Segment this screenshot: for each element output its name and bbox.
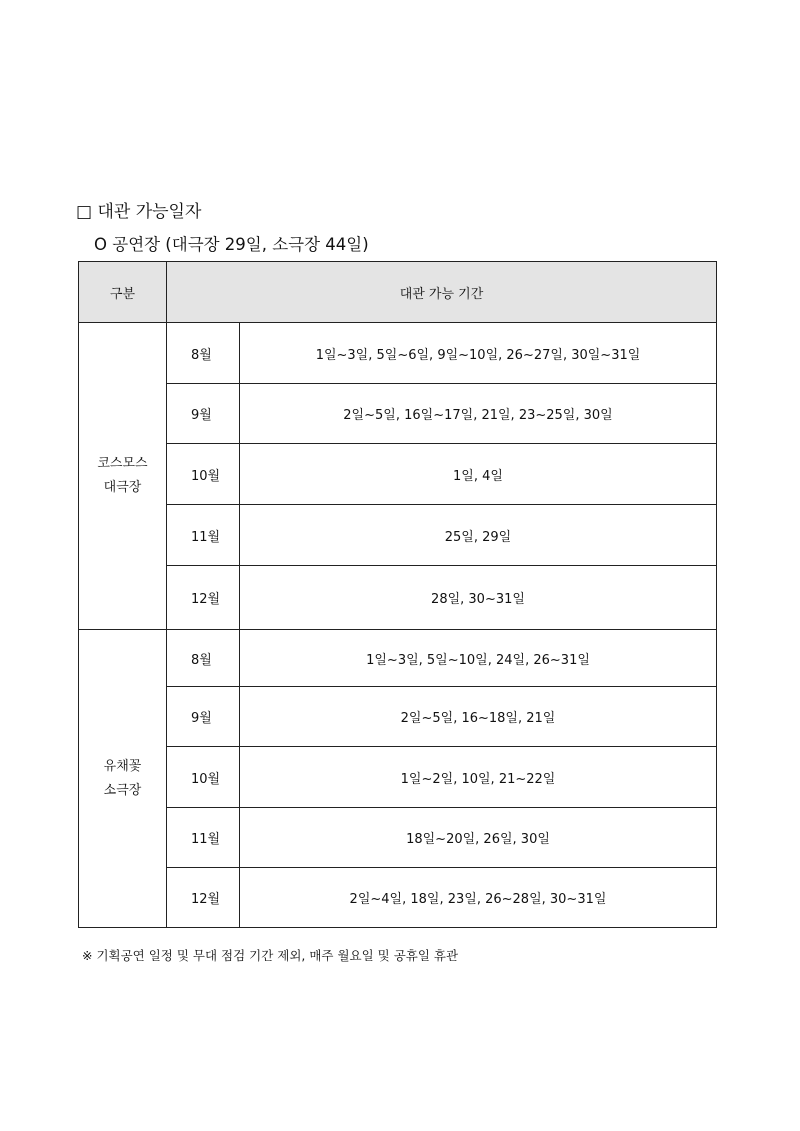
- footnote: ※ 기획공연 일정 및 무대 점검 기간 제외, 매주 월요일 및 공휴일 휴관: [82, 948, 459, 963]
- dates-cell: 18일~20일, 26일, 30일: [240, 808, 717, 868]
- dates-cell: 2일~4일, 18일, 23일, 26~28일, 30~31일: [240, 868, 717, 928]
- header-period: 대관 가능 기간: [167, 262, 717, 323]
- month-cell: 11월: [167, 808, 240, 868]
- subsection-heading: [94, 233, 369, 257]
- venue-cell-grand-theater: [79, 323, 167, 630]
- dates-cell: 2일~5일, 16일~17일, 21일, 23~25일, 30일: [240, 384, 717, 444]
- header-category: 구분: [79, 262, 167, 323]
- dates-cell: 1일, 4일: [240, 444, 717, 505]
- venue-cell-small-theater: [79, 630, 167, 928]
- dates-cell: 2일~5일, 16~18일, 21일: [240, 687, 717, 747]
- month-cell: 9월: [167, 384, 240, 444]
- checkbox-bullet-icon: □: [76, 202, 93, 222]
- table-row: [79, 505, 717, 566]
- table-row: [79, 444, 717, 505]
- table-row: [79, 384, 717, 444]
- dates-cell: 1일~3일, 5일~10일, 24일, 26~31일: [240, 630, 717, 687]
- venue-type: 소극장: [103, 782, 142, 798]
- venue-name: 유채꽃: [103, 758, 142, 774]
- month-cell: 12월: [167, 868, 240, 928]
- dates-cell: 1일~3일, 5일~6일, 9일~10일, 26~27일, 30일~31일: [240, 323, 717, 384]
- table-row: [79, 630, 717, 687]
- section-heading: [76, 200, 201, 224]
- month-cell: 10월: [167, 444, 240, 505]
- table-row: [79, 566, 717, 630]
- month-cell: 9월: [167, 687, 240, 747]
- month-cell: 12월: [167, 566, 240, 630]
- section-heading-text: 대관 가능일자: [97, 202, 202, 222]
- dates-cell: 25일, 29일: [240, 505, 717, 566]
- table-row: [79, 808, 717, 868]
- month-cell: 8월: [167, 630, 240, 687]
- month-cell: 10월: [167, 747, 240, 808]
- rental-schedule-table: [78, 261, 717, 928]
- circle-bullet-icon: O: [94, 235, 107, 254]
- subsection-heading-text: 공연장 (대극장 29일, 소극장 44일): [112, 235, 369, 254]
- table-header-row: [79, 262, 717, 323]
- table-row: [79, 747, 717, 808]
- month-cell: 8월: [167, 323, 240, 384]
- table-row: [79, 323, 717, 384]
- dates-cell: 1일~2일, 10일, 21~22일: [240, 747, 717, 808]
- venue-name: 코스모스: [97, 456, 148, 471]
- table-row: [79, 687, 717, 747]
- month-cell: 11월: [167, 505, 240, 566]
- dates-cell: 28일, 30~31일: [240, 566, 717, 630]
- table-row: [79, 868, 717, 928]
- venue-type: 대극장: [103, 480, 142, 495]
